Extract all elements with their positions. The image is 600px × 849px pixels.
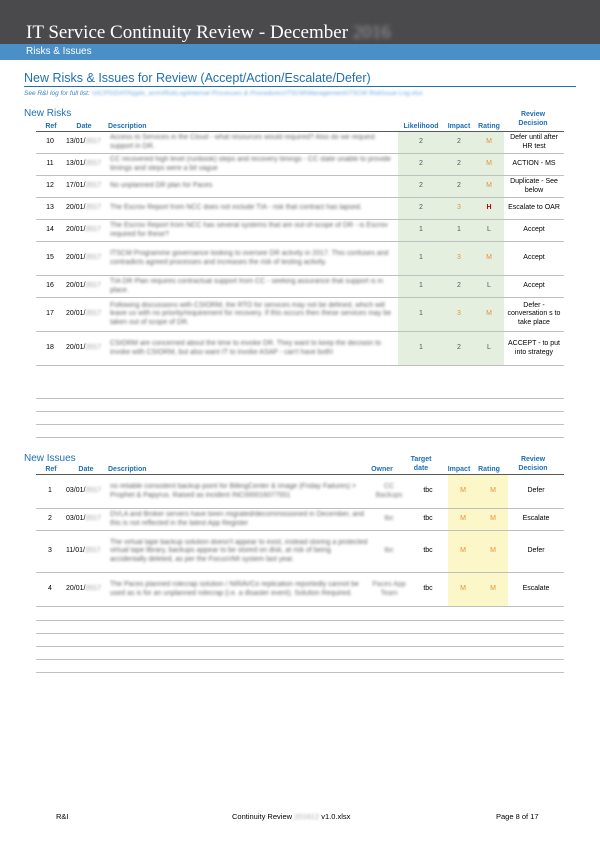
decision-cell: ACCEPT - to put into strategy [504, 332, 564, 366]
rating-cell: L [474, 220, 504, 242]
description-cell: CSIORM are concerned about the time to invoke DR. They want to keep the decision to invoke with CSIORM, but also want IT to invoke ASAP - can't have both! [108, 332, 398, 366]
date-day-month: 20/01/ [66, 204, 86, 212]
date-year: 2017 [85, 204, 102, 212]
target-date-cell: tbc [408, 573, 448, 607]
decision-cell: Defer [508, 475, 564, 509]
date-cell [64, 573, 108, 607]
footer-right: Page 8 of 17 [496, 812, 539, 821]
risk-row [36, 176, 564, 198]
date-day-month: 13/01/ [66, 160, 86, 168]
ref-cell: 17 [36, 298, 64, 332]
owner-cell: tbc [370, 509, 408, 531]
rating-cell: M [474, 176, 504, 198]
date-year: 2017 [85, 344, 102, 352]
target-date-cell: tbc [408, 475, 448, 509]
page-title-text: IT Service Continuity Review - December [26, 22, 349, 43]
impact-cell: M [448, 573, 478, 607]
ref-cell: 4 [36, 573, 64, 607]
footer-left: R&I [56, 812, 69, 821]
risks-header-decision [504, 110, 562, 128]
ref-cell: 15 [36, 242, 64, 276]
impact-cell: M [448, 509, 478, 531]
rating-cell: M [478, 531, 508, 573]
impact-cell: 1 [444, 220, 474, 242]
risks-header-date: Date [76, 123, 92, 130]
likelihood-cell: 2 [398, 176, 444, 198]
date-cell [64, 509, 108, 531]
date-day-month: 20/01/ [66, 254, 86, 262]
owner-cell: CC Backups [370, 475, 408, 509]
date-cell [64, 276, 108, 298]
description-cell: TIA DR Plan requires contractual support from CC - seeking assurance that support is in place. [108, 276, 398, 298]
impact-cell: 3 [444, 298, 474, 332]
date-cell [64, 176, 108, 198]
description-cell: Following discussions with CSIORM, the RTO for services may not be defined, which will leave us with no priority/requirement for recovery. If this occurs then these services may be taken out of scope of DR. [108, 298, 398, 332]
decision-cell: Accept [504, 220, 564, 242]
target-date-cell: tbc [408, 509, 448, 531]
ref-cell: 14 [36, 220, 64, 242]
date-cell [64, 198, 108, 220]
issues-header-target-line2: date [413, 465, 429, 472]
decision-cell: Defer [508, 531, 564, 573]
issues-header-rating: Rating [478, 466, 500, 473]
section-title: New Risks & Issues for Review (Accept/Action/Escalate/Defer) [24, 71, 371, 85]
issues-header-description: Description [108, 466, 147, 473]
rating-cell: L [474, 276, 504, 298]
decision-cell: Escalate to OAR [504, 198, 564, 220]
impact-cell: 3 [444, 242, 474, 276]
rating-cell: M [478, 475, 508, 509]
date-cell [64, 475, 108, 509]
decision-cell: Accept [504, 276, 564, 298]
description-cell: The Escrov Report from NCC does not include TIA - risk that contract has lapsed. [108, 198, 398, 220]
date-day-month: 03/01/ [66, 515, 86, 523]
date-cell [64, 332, 108, 366]
date-year: 2017 [85, 585, 102, 593]
section-divider [24, 86, 576, 87]
ref-cell: 12 [36, 176, 64, 198]
date-year: 2017 [85, 138, 102, 146]
page-subtitle: Risks & Issues [26, 46, 92, 57]
description-cell: The virtual tape backup solution doesn't appear to exist, instead storing a protected virtual tape library, backups appear to be stored on disk, at risk of being accidentally deleted, as per the FocusVMI system last year. [108, 531, 370, 573]
rating-cell: M [474, 154, 504, 176]
likelihood-cell: 1 [398, 332, 444, 366]
ref-cell: 10 [36, 132, 64, 154]
risk-row [36, 220, 564, 242]
date-cell [64, 154, 108, 176]
likelihood-cell: 2 [398, 132, 444, 154]
rating-cell: M [478, 509, 508, 531]
rating-cell: M [474, 132, 504, 154]
risks-header-description: Description [108, 123, 147, 130]
likelihood-cell: 2 [398, 154, 444, 176]
ref-cell: 11 [36, 154, 64, 176]
issues-header-date: Date [78, 466, 94, 473]
likelihood-cell: 2 [398, 198, 444, 220]
see-log-note [24, 90, 423, 97]
issues-header-ref: Ref [45, 466, 57, 473]
decision-cell: Defer - conversation s to take place [504, 298, 564, 332]
date-day-month: 03/01/ [66, 487, 86, 495]
rating-cell: H [474, 198, 504, 220]
ref-cell: 18 [36, 332, 64, 366]
issues-header-target-line1: Target [410, 456, 432, 463]
risk-row [36, 276, 564, 298]
date-year: 2017 [85, 254, 102, 262]
date-day-month: 20/01/ [66, 310, 86, 318]
ref-cell: 1 [36, 475, 64, 509]
risk-row [36, 332, 564, 366]
likelihood-cell: 1 [398, 298, 444, 332]
issues-header-decision-line1: Review [520, 456, 546, 463]
date-year: 2017 [85, 515, 102, 523]
description-cell: DVLA and Broker servers have been migrated/decommissioned in December, and this is not reflected in the latest App Register [108, 509, 370, 531]
date-year: 2017 [84, 547, 101, 555]
date-year: 2017 [85, 182, 102, 190]
description-cell: The Escrov Report from NCC has several systems that are out-of-scope of DR - is Escrov required for these? [108, 220, 398, 242]
risks-empty-rows [36, 386, 564, 438]
decision-cell: Accept [504, 242, 564, 276]
impact-cell: 2 [444, 276, 474, 298]
decision-cell: Duplicate - See below [504, 176, 564, 198]
impact-cell: 2 [444, 154, 474, 176]
issue-row [36, 475, 564, 509]
impact-cell: 2 [444, 176, 474, 198]
date-day-month: 20/01/ [66, 344, 86, 352]
ref-cell: 3 [36, 531, 64, 573]
impact-cell: 3 [444, 198, 474, 220]
page-title [26, 22, 391, 44]
date-year: 2017 [85, 310, 102, 318]
issues-header-decision [504, 455, 562, 473]
description-cell: no reliable consistent backup point for BillingCenter & Image (Friday Failures) > Prophet & Papyrus. Raised as incident INC000016077551 [108, 475, 370, 509]
decision-cell: ACTION - MS [504, 154, 564, 176]
risks-header-decision-line1: Review [520, 111, 546, 118]
target-date-cell: tbc [408, 531, 448, 573]
date-cell [64, 298, 108, 332]
description-cell: CC recovered high level (runbook) steps and recovery timings - CC state unable to provide timings and steps were a bit vague [108, 154, 398, 176]
likelihood-cell: 1 [398, 220, 444, 242]
issues-title: New Issues [24, 453, 76, 464]
risks-header-decision-line2: Decision [518, 120, 548, 127]
date-year: 2017 [85, 226, 102, 234]
risks-header-ref: Ref [45, 123, 57, 130]
description-cell: The Paces planned rolecrap solution / NIRAVCo replication reportedly cannot be used as is for an unplanned rolecrap (i.e. a disaster event). Solution Required. [108, 573, 370, 607]
date-day-month: 17/01/ [66, 182, 86, 190]
rating-cell: M [474, 242, 504, 276]
date-year: 2017 [85, 160, 102, 168]
impact-cell: 2 [444, 132, 474, 154]
issues-header-impact: Impact [447, 466, 471, 473]
decision-cell: Defer until after HR test [504, 132, 564, 154]
date-day-month: 20/01/ [66, 226, 86, 234]
risks-title: New Risks [24, 108, 72, 119]
decision-cell: Escalate [508, 573, 564, 607]
ref-cell: 2 [36, 509, 64, 531]
risks-table [36, 131, 564, 366]
date-year: 2017 [85, 487, 102, 495]
rating-cell: M [478, 573, 508, 607]
issue-row [36, 509, 564, 531]
date-cell [64, 220, 108, 242]
impact-cell: 2 [444, 332, 474, 366]
owner-cell: tbc [370, 531, 408, 573]
date-day-month: 20/01/ [66, 282, 86, 290]
risk-row [36, 298, 564, 332]
footer-center-blurred: 201612 [294, 812, 320, 821]
description-cell: Access to Services in the Cloud - what resources would required? Also do we request support in DR. [108, 132, 398, 154]
issue-row [36, 573, 564, 607]
date-year: 2017 [85, 282, 102, 290]
risk-row [36, 132, 564, 154]
date-day-month: 13/01/ [66, 138, 86, 146]
footer-center-prefix: Continuity Review [232, 812, 293, 821]
risk-row [36, 154, 564, 176]
risks-header-rating: Rating [478, 123, 500, 130]
issues-table [36, 474, 564, 607]
date-day-month: 20/01/ [66, 585, 86, 593]
decision-cell: Escalate [508, 509, 564, 531]
see-log-link[interactable]: \\ACPS\DATA\ppts_ecm\RiskLog\Internal Processes & Procedures\ITSCM\Management\ITSCM RiskIssue Log.xlsx [91, 90, 423, 97]
ref-cell: 13 [36, 198, 64, 220]
issues-empty-rows [36, 608, 564, 673]
date-cell [64, 132, 108, 154]
risk-row [36, 198, 564, 220]
rating-cell: M [474, 298, 504, 332]
page-title-year: 2016 [352, 22, 391, 43]
issue-row [36, 531, 564, 573]
owner-cell: Paces App Team [370, 573, 408, 607]
issues-header-owner: Owner [371, 466, 393, 473]
footer-center [232, 812, 350, 821]
issues-header-decision-line2: Decision [518, 465, 548, 472]
date-cell [64, 242, 108, 276]
impact-cell: M [448, 475, 478, 509]
date-cell [64, 531, 108, 573]
see-log-label: See R&I log for full list: [24, 90, 90, 97]
footer-center-suffix: v1.0.xlsx [321, 812, 351, 821]
risk-row [36, 242, 564, 276]
date-day-month: 11/01/ [66, 547, 85, 555]
risks-header-likelihood: Likelihood [403, 123, 439, 130]
risks-header-impact: Impact [447, 123, 471, 130]
ref-cell: 16 [36, 276, 64, 298]
likelihood-cell: 1 [398, 242, 444, 276]
description-cell: ITSCM Programme governance looking to oversee DR activity in 2017. This confuses and contradicts agreed processes and increases the risk of testing activity. [108, 242, 398, 276]
rating-cell: L [474, 332, 504, 366]
likelihood-cell: 1 [398, 276, 444, 298]
description-cell: No unplanned DR plan for Paces [108, 176, 398, 198]
issues-header-target [404, 455, 438, 473]
impact-cell: M [448, 531, 478, 573]
